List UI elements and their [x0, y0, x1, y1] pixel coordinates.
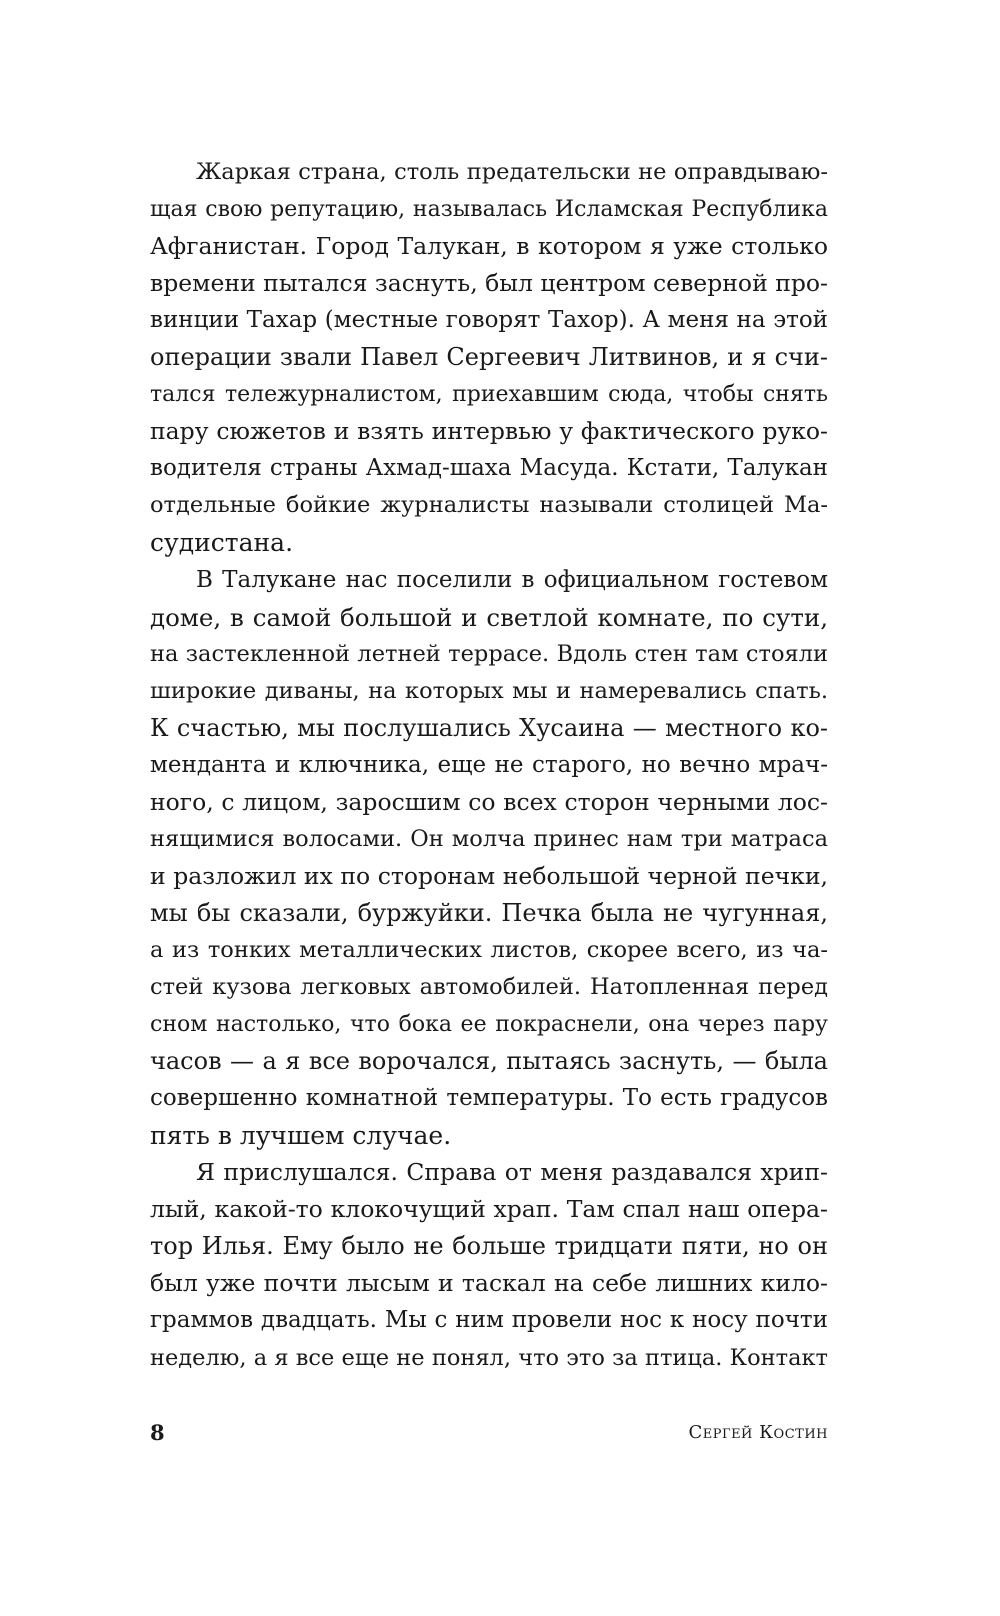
text-line: был уже почти лысым и таскал на себе лишних кило- — [150, 1269, 828, 1298]
body-text — [150, 154, 828, 1377]
text-line: лый, какой-то клокочущий храп. Там спал наш опера- — [150, 1195, 828, 1224]
text-line: мы бы сказали, буржуйки. Печка была не чугунная, — [150, 898, 828, 927]
author-name: Сергей Костин — [688, 1422, 828, 1443]
text-line: тался тележурналистом, приехавшим сюда, чтобы снять — [150, 382, 828, 408]
text-line: сном настолько, что бока ее покраснели, она через пару — [150, 1012, 828, 1038]
text-line: на застекленной летней террасе. Вдоль стен там стояли — [150, 640, 828, 667]
text-line: ного, с лицом, заросшим со всех сторон черными лос- — [150, 787, 828, 816]
text-line: тор Илья. Ему было не больше тридцати пяти, но он — [150, 1232, 828, 1261]
text-line: а из тонких металлических листов, скорее всего, из ча- — [150, 936, 828, 963]
text-line: пару сюжетов и взять интервью у фактического руко- — [150, 417, 828, 446]
text-line: стей кузова легковых автомобилей. Натопленная перед — [150, 974, 828, 1001]
text-line: Жаркая страна, столь предательски не оправдываю- — [196, 159, 828, 185]
text-line: доме, в самой большой и светлой комнате, по сути, — [150, 602, 828, 632]
text-line: менданта и ключника, еще не старого, но вечно мрач- — [150, 751, 828, 778]
page-number: 8 — [150, 1420, 165, 1445]
text-line: В Талукане нас поселили в официальном гостевом — [196, 566, 828, 593]
text-line: операции звали Павел Сергеевич Литвинов, и я счи- — [150, 343, 828, 372]
text-line: отдельные бойкие журналисты называли столицей Ма- — [150, 492, 828, 519]
text-line: судистана. — [150, 528, 294, 558]
text-line: Афганистан. Город Талукан, в котором я уже столько — [150, 232, 828, 261]
text-line: водителя страны Ахмад-шаха Масуда. Кстати, Талукан — [150, 455, 828, 482]
text-line: винции Тахар (местные говорят Тахор). А меня на этой — [150, 307, 828, 334]
text-line: и разложил их по сторонам небольшой черной печки, — [150, 861, 828, 890]
paragraph-3 — [150, 1154, 828, 1376]
text-line: граммов двадцать. Мы с ним провели нос к носу почти — [150, 1307, 828, 1334]
text-line: совершенно комнатной температуры. То есть градусов — [150, 1085, 828, 1112]
page-footer — [150, 1420, 828, 1450]
paragraph-1 — [150, 154, 828, 562]
text-line: Я прислушался. Справа от меня раздавался хрип- — [196, 1158, 828, 1187]
text-line: К счастью, мы послушались Хусаина — местного ко- — [150, 713, 828, 742]
text-line: времени пытался заснуть, был центром северной про- — [150, 269, 829, 298]
text-line: широкие диваны, на которых мы и намеревались спать. — [150, 677, 828, 704]
text-line: пять в лучшем случае. — [150, 1121, 452, 1151]
text-line: щая свою репутацию, называлась Исламская Республика — [150, 197, 828, 223]
paragraph-2 — [150, 562, 828, 1155]
text-line: нящимися волосами. Он молча принес нам три матраса — [150, 825, 828, 852]
text-line: часов — а я все ворочался, пытаясь заснуть, — была — [150, 1047, 828, 1076]
text-line: неделю, а я все еще не понял, что это за птица. Контакт — [150, 1344, 828, 1371]
